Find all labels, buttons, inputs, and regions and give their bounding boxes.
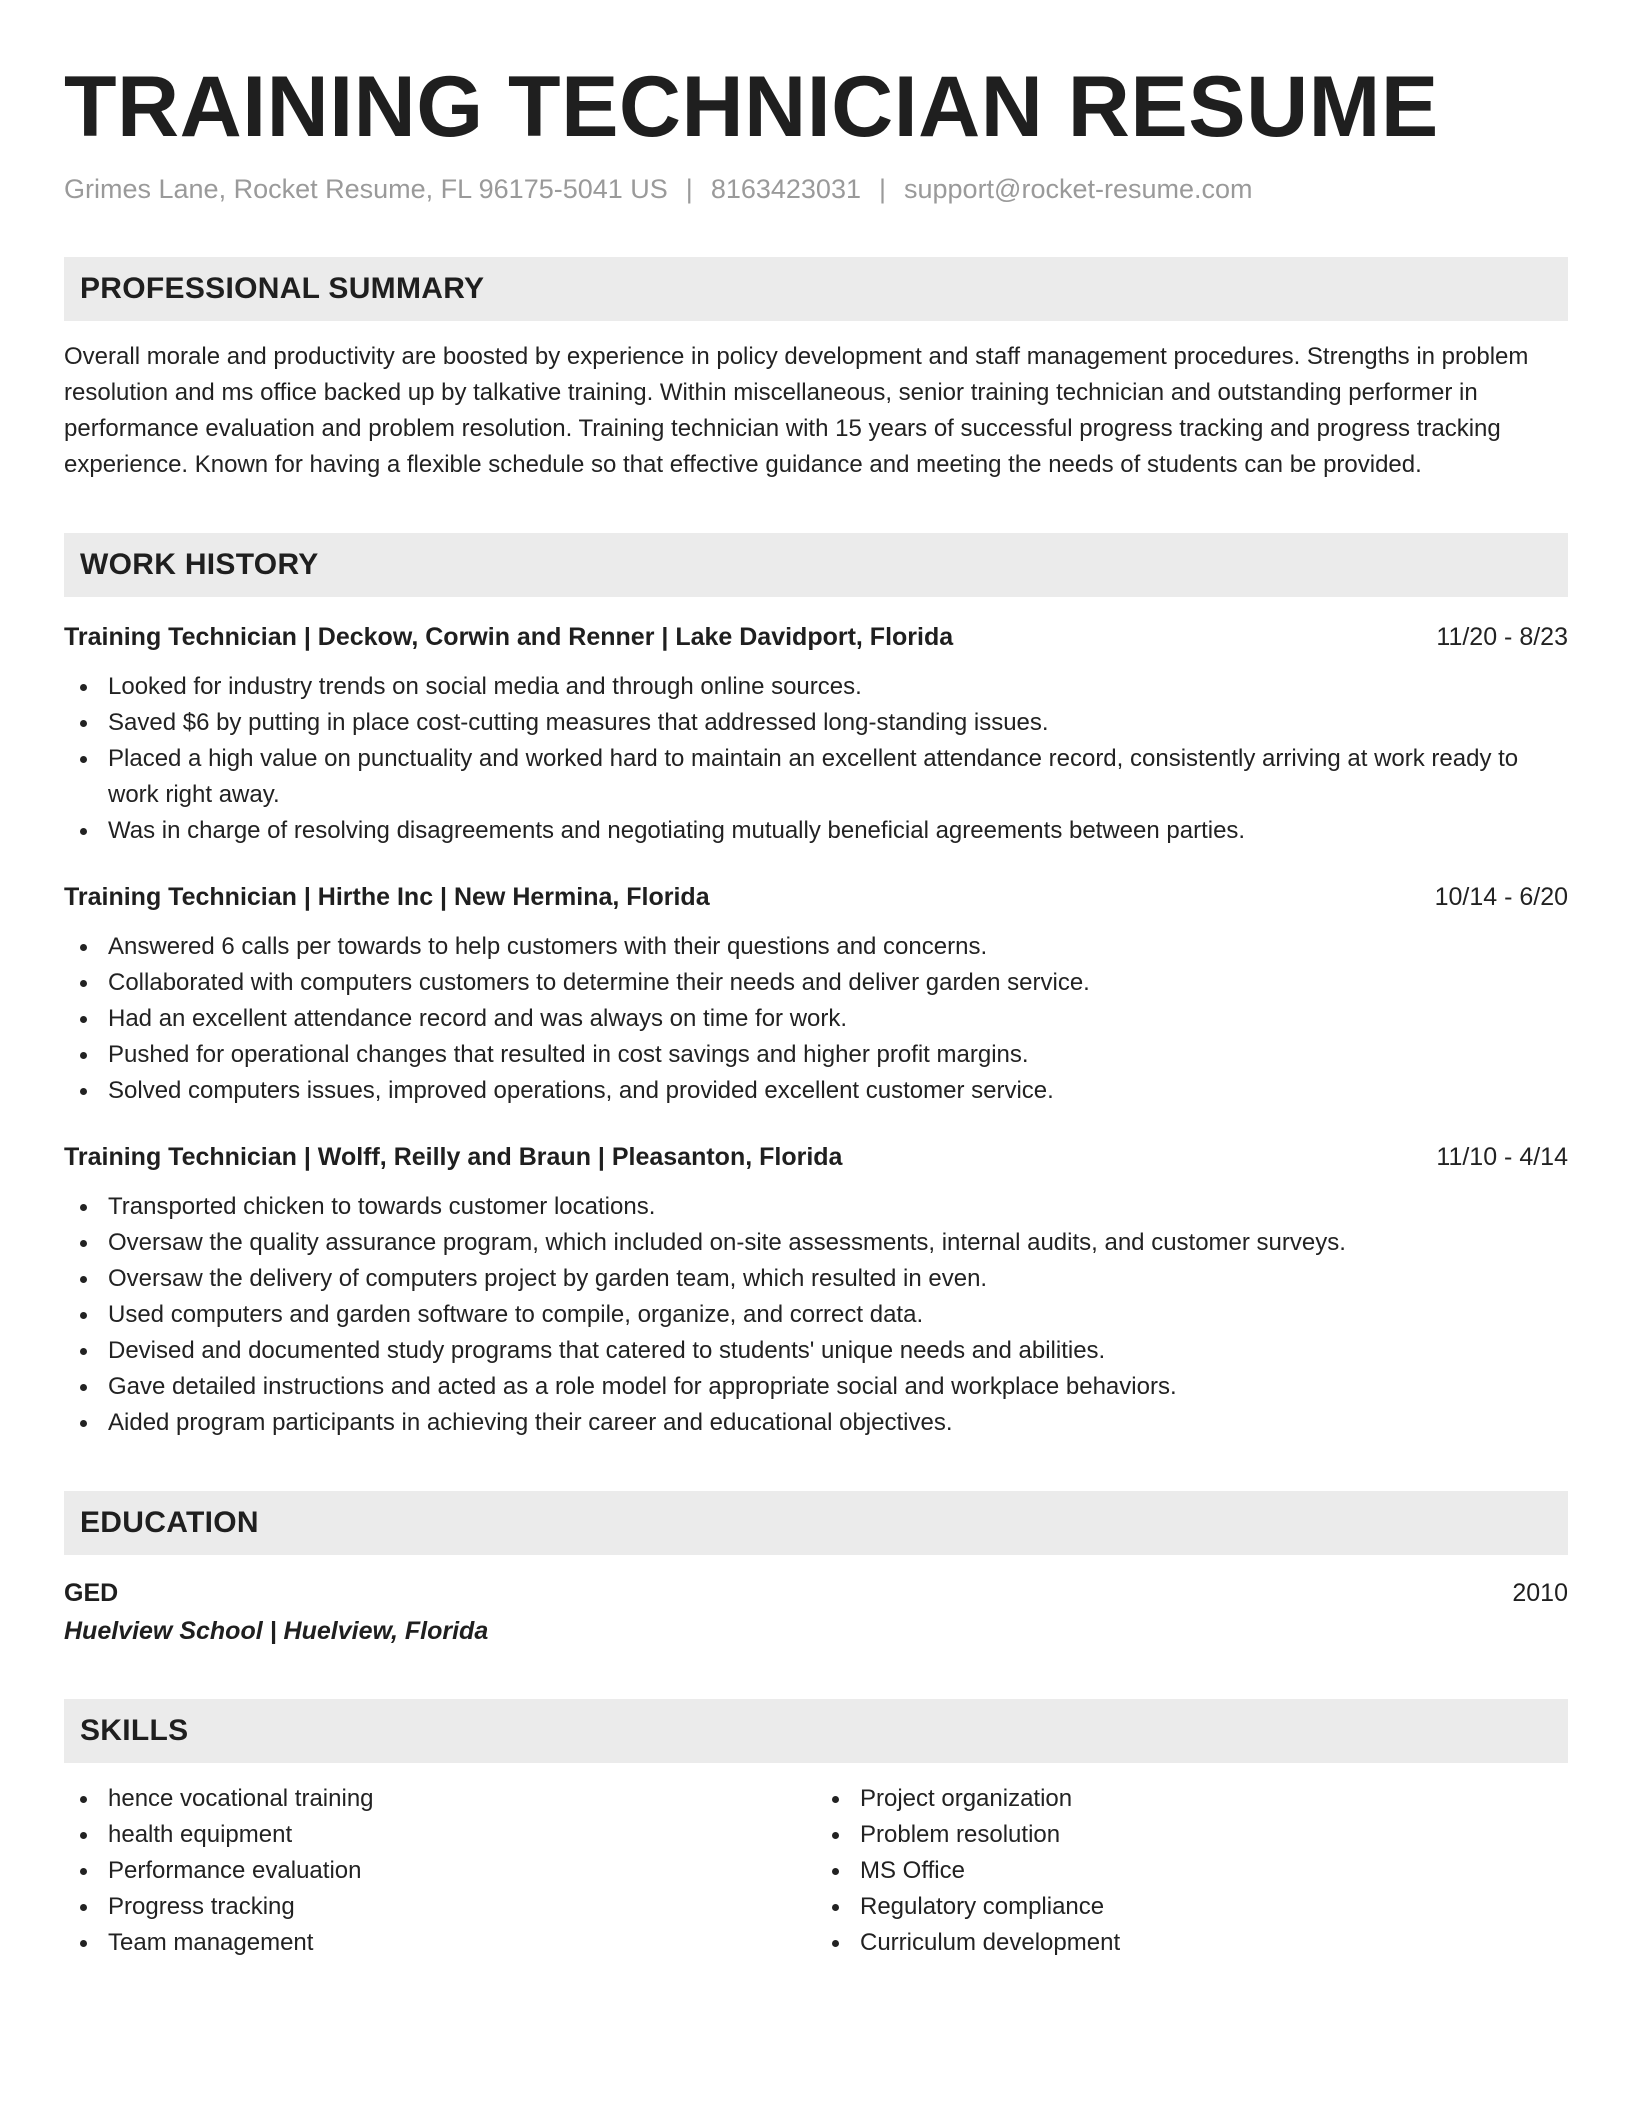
education-school: Huelview School | Huelview, Florida [64, 1616, 489, 1645]
job-entry [64, 619, 1568, 849]
education-entry [64, 1575, 1568, 1649]
section-heading-summary: PROFESSIONAL SUMMARY [64, 257, 1568, 321]
skill-item: Performance evaluation [64, 1853, 816, 1889]
job-bullet: Solved computers issues, improved operations, and provided excellent customer service. [64, 1073, 1568, 1109]
summary-text: Overall morale and productivity are boosted by experience in policy development and staff management procedures. Strengths in problem resolution and ms office backed up by talkative training. Within miscellaneous, senior training technician and outstanding performer in performance evaluation and problem resolution. Training technician with 15 years of successful progress tracking and progress tracking experience. Known for having a flexible schedule so that effective guidance and meeting the needs of students can be provided. [64, 342, 1529, 478]
job-bullet: Had an excellent attendance record and was always on time for work. [64, 1001, 1568, 1037]
job-bullets [64, 669, 1568, 849]
job-bullet: Answered 6 calls per towards to help customers with their questions and concerns. [64, 929, 1568, 965]
education-year: 2010 [1512, 1578, 1568, 1607]
contact-phone: 8163423031 [710, 173, 861, 204]
job-header [64, 619, 1568, 655]
education-header [64, 1575, 1568, 1611]
job-bullet: Pushed for operational changes that resulted in cost savings and higher profit margins. [64, 1037, 1568, 1073]
job-header [64, 879, 1568, 915]
skill-item: Regulatory compliance [816, 1889, 1568, 1925]
job-bullet: Gave detailed instructions and acted as a role model for appropriate social and workplace behaviors. [64, 1369, 1568, 1405]
education-degree: GED [64, 1578, 119, 1607]
job-bullet: Aided program participants in achieving their career and educational objectives. [64, 1405, 1568, 1441]
job-dates: 11/10 - 4/14 [1436, 1142, 1568, 1171]
skills-list [64, 1781, 1568, 1961]
resume-title: TRAINING TECHNICIAN RESUME [64, 59, 1439, 155]
job-bullets [64, 1189, 1568, 1441]
skill-item: Problem resolution [816, 1817, 1568, 1853]
skill-item: health equipment [64, 1817, 816, 1853]
skill-item: Team management [64, 1925, 816, 1961]
job-title: Training Technician | Deckow, Corwin and Renner | Lake Davidport, Florida [64, 622, 954, 651]
contact-separator: | [685, 173, 693, 204]
contact-line [64, 173, 1568, 205]
job-entry [64, 1139, 1568, 1441]
job-bullet: Collaborated with computers customers to determine their needs and deliver garden service. [64, 965, 1568, 1001]
section-heading-work-history: WORK HISTORY [64, 533, 1568, 597]
skill-item: Curriculum development [816, 1925, 1568, 1961]
job-bullet: Oversaw the quality assurance program, which included on-site assessments, internal audits, and customer surveys. [64, 1225, 1568, 1261]
skills-column-left [64, 1781, 816, 1961]
job-bullet: Placed a high value on punctuality and worked hard to maintain an excellent attendance record, consistently arriving at work ready to work right away. [64, 741, 1568, 813]
job-dates: 10/14 - 6/20 [1434, 882, 1568, 911]
skills-column-right [816, 1781, 1568, 1961]
job-dates: 11/20 - 8/23 [1436, 622, 1568, 651]
skill-item: MS Office [816, 1853, 1568, 1889]
job-title: Training Technician | Wolff, Reilly and Braun | Pleasanton, Florida [64, 1142, 843, 1171]
job-entry [64, 879, 1568, 1109]
job-bullet: Used computers and garden software to compile, organize, and correct data. [64, 1297, 1568, 1333]
job-bullet: Transported chicken to towards customer locations. [64, 1189, 1568, 1225]
job-bullet: Saved $6 by putting in place cost-cutting measures that addressed long-standing issues. [64, 705, 1568, 741]
section-heading-education: EDUCATION [64, 1491, 1568, 1555]
skill-item: Progress tracking [64, 1889, 816, 1925]
job-bullets [64, 929, 1568, 1109]
job-title: Training Technician | Hirthe Inc | New Hermina, Florida [64, 882, 710, 911]
contact-separator: | [878, 173, 886, 204]
section-heading-skills: SKILLS [64, 1699, 1568, 1763]
skill-item: hence vocational training [64, 1781, 816, 1817]
job-bullet: Devised and documented study programs that catered to students' unique needs and abilities. [64, 1333, 1568, 1369]
job-header [64, 1139, 1568, 1175]
job-bullet: Was in charge of resolving disagreements and negotiating mutually beneficial agreements between parties. [64, 813, 1568, 849]
skill-item: Project organization [816, 1781, 1568, 1817]
contact-address: Grimes Lane, Rocket Resume, FL 96175-5041 US [64, 173, 668, 204]
job-bullet: Looked for industry trends on social media and through online sources. [64, 669, 1568, 705]
job-bullet: Oversaw the delivery of computers project by garden team, which resulted in even. [64, 1261, 1568, 1297]
contact-email: support@rocket-resume.com [904, 173, 1253, 204]
